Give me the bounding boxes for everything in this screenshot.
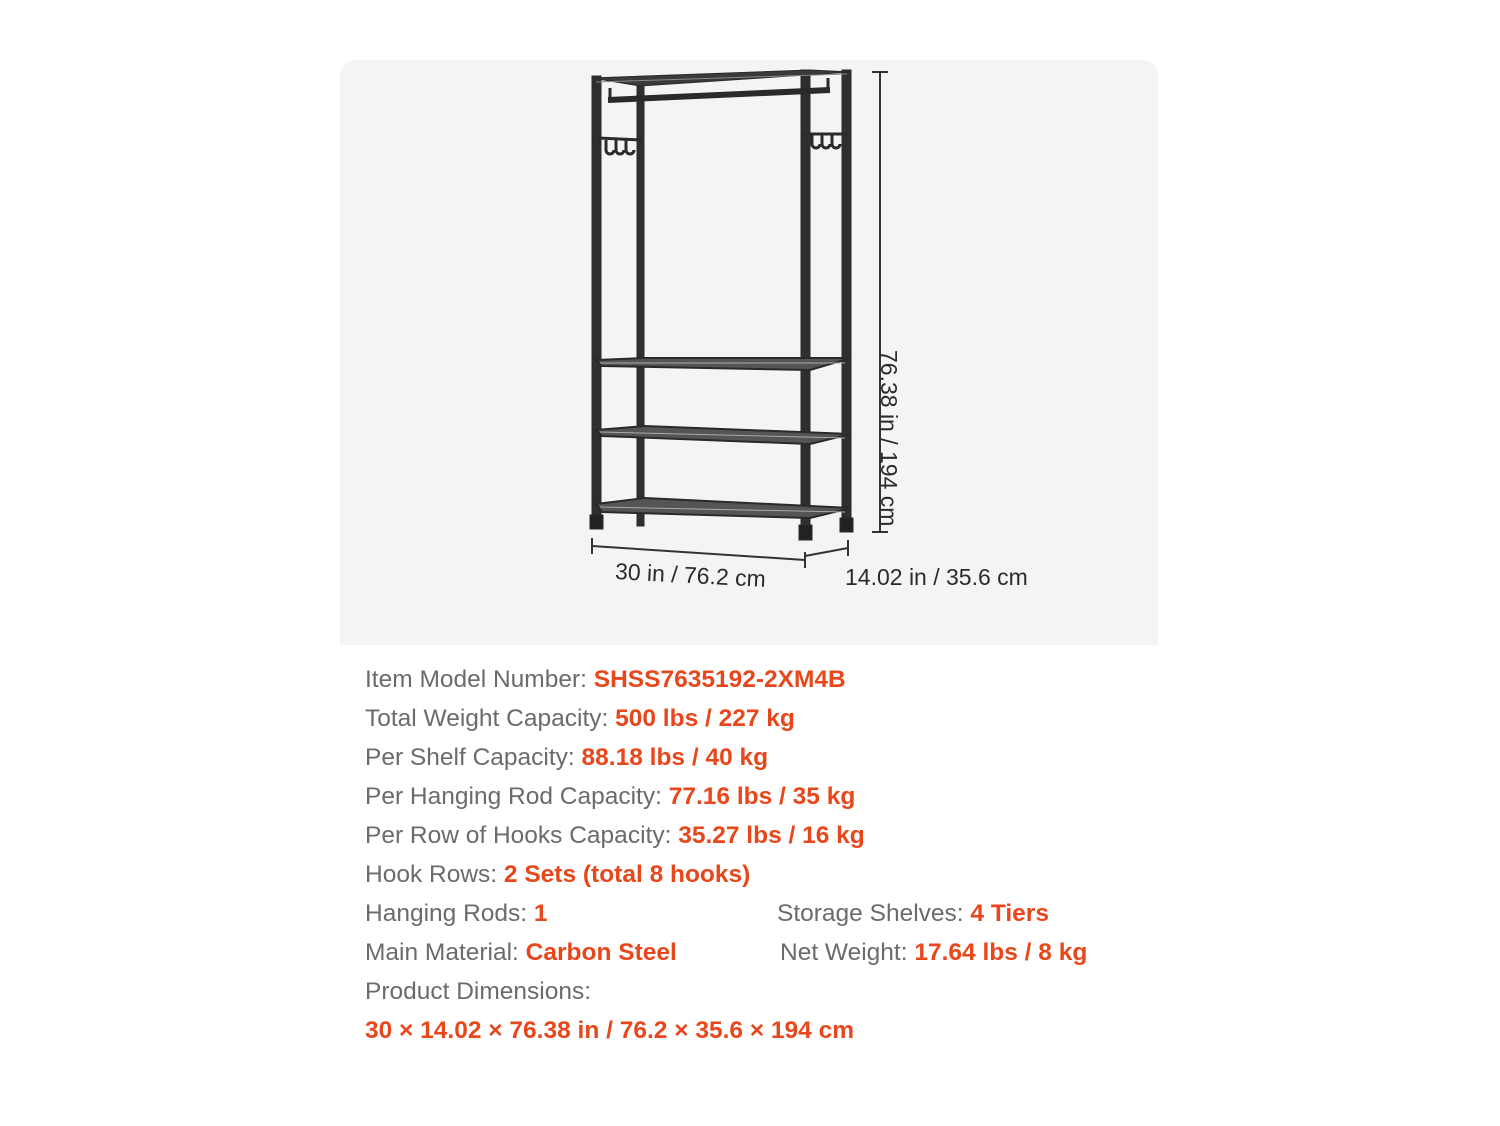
spec-label: Main Material: bbox=[365, 939, 526, 966]
rack-post-front-left bbox=[592, 76, 601, 528]
depth-dimension-label: 14.02 in / 35.6 cm bbox=[845, 564, 1028, 590]
spec-label: Per Row of Hooks Capacity: bbox=[365, 822, 679, 849]
rack-post-front-right bbox=[801, 70, 810, 540]
hook-row-left bbox=[598, 138, 642, 154]
spec-label: Item Model Number: bbox=[365, 666, 594, 693]
spec-rod-capacity bbox=[365, 785, 855, 810]
spec-material bbox=[365, 941, 677, 966]
spec-value: 2 Sets (total 8 hooks) bbox=[503, 861, 751, 888]
rack-post-back-right bbox=[842, 70, 851, 532]
width-dimension-label: 30 in / 76.2 cm bbox=[614, 558, 767, 592]
spec-label: Net Weight: bbox=[780, 939, 915, 966]
spec-label: Hook Rows: bbox=[365, 861, 504, 888]
spec-label: Hanging Rods: bbox=[365, 900, 534, 927]
spec-value: 500 lbs / 227 kg bbox=[615, 705, 795, 732]
spec-hooks-capacity bbox=[365, 824, 865, 849]
height-dimension-label: 76.38 in / 194 cm bbox=[876, 350, 902, 527]
spec-value: 1 bbox=[533, 900, 548, 927]
spec-net-weight bbox=[780, 941, 1087, 966]
spec-model bbox=[365, 668, 846, 693]
spec-value: 77.16 lbs / 35 kg bbox=[668, 783, 856, 810]
spec-label: Storage Shelves: bbox=[777, 900, 971, 927]
shelf-2 bbox=[596, 358, 851, 370]
spec-label: Per Shelf Capacity: bbox=[365, 744, 582, 771]
garment-rack-drawing bbox=[340, 60, 1158, 645]
spec-label: Product Dimensions: bbox=[365, 978, 592, 1005]
spec-value: 35.27 lbs / 16 kg bbox=[678, 822, 865, 849]
product-illustration bbox=[340, 60, 1158, 645]
spec-label: Per Hanging Rod Capacity: bbox=[365, 783, 669, 810]
spec-value: 88.18 lbs / 40 kg bbox=[581, 744, 769, 771]
spec-value: Carbon Steel bbox=[525, 939, 677, 966]
spec-product-dimensions-label bbox=[365, 980, 591, 1005]
spec-shelf-capacity bbox=[365, 746, 768, 771]
spec-value: 30 × 14.02 × 76.38 in / 76.2 × 35.6 × 194 cm bbox=[365, 1017, 855, 1044]
spec-total-capacity bbox=[365, 707, 795, 732]
spec-storage-shelves bbox=[777, 902, 1049, 927]
spec-value: SHSS7635192-2XM4B bbox=[593, 666, 846, 693]
spec-value: 4 Tiers bbox=[970, 900, 1049, 927]
spec-hook-rows bbox=[365, 863, 750, 888]
rack-post-back-left bbox=[637, 86, 644, 526]
spec-label: Total Weight Capacity: bbox=[365, 705, 616, 732]
spec-hanging-rods bbox=[365, 902, 548, 927]
spec-value: 17.64 lbs / 8 kg bbox=[914, 939, 1088, 966]
spec-product-dimensions-value bbox=[365, 1019, 854, 1044]
